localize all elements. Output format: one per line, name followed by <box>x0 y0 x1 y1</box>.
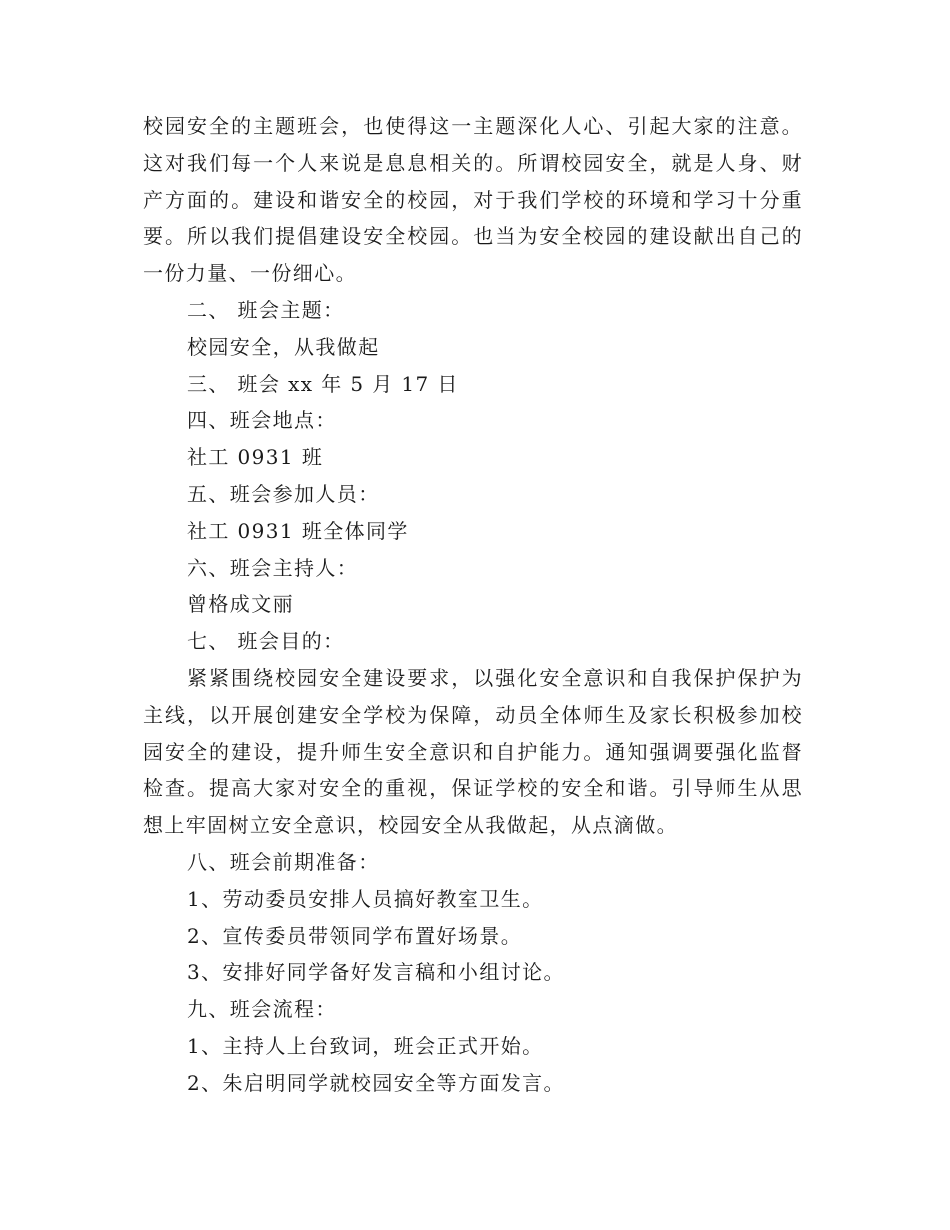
list-item: 2、朱启明同学就校园安全等方面发言。 <box>187 1070 565 1095</box>
section2-heading: 二、 班会主题： <box>187 297 345 322</box>
intro-paragraph: 校园安全的主题班会，也使得这一主题深化人心、引起大家的注意。这对我们每一个人来说是息息相关的。所谓校园安全，就是人身、财产方面的。建设和谐安全的校园，对于我们学校的环境和学习十分重要。所以我们提倡建设安全校园。也当为安全校园的建设献出自己的一份力量、一份细心。 <box>143 114 803 286</box>
section4-heading: 四、班会地点： <box>187 408 337 433</box>
section2-value: 校园安全，从我做起 <box>187 334 380 359</box>
list-item: 1、劳动委员安排人员搞好教室卫生。 <box>187 886 544 911</box>
section3-heading: 三、 班会 xx 年 5 月 17 日 <box>187 371 459 396</box>
section5-value: 社工 0931 班全体同学 <box>187 518 409 543</box>
section5-heading: 五、班会参加人员： <box>187 481 380 506</box>
section9-heading: 九、班会流程： <box>187 997 337 1022</box>
list-item: 1、主持人上台致词，班会正式开始。 <box>187 1033 544 1058</box>
section8-heading: 八、班会前期准备： <box>187 849 380 874</box>
section6-heading: 六、班会主持人： <box>187 555 359 580</box>
list-item: 3、安排好同学备好发言稿和小组讨论。 <box>187 960 565 985</box>
section7-paragraph: 紧紧围绕校园安全建设要求，以强化安全意识和自我保护保护为主线，以开展创建安全学校为保障，动员全体师生及家长积极参加校园安全的建设，提升师生安全意识和自护能力。通知强调要强化监督检查。提高大家对安全的重视，保证学校的安全和谐。引导师生从思想上牢固树立安全意识，校园安全从我做起，从点滴做。 <box>143 665 803 838</box>
list-item: 2、宣传委员带领同学布置好场景。 <box>187 923 523 948</box>
section4-value: 社工 0931 班 <box>187 445 324 470</box>
document-body <box>143 108 803 1102</box>
section6-value: 曾格成文丽 <box>187 592 294 617</box>
section7-heading: 七、 班会目的： <box>187 629 345 654</box>
